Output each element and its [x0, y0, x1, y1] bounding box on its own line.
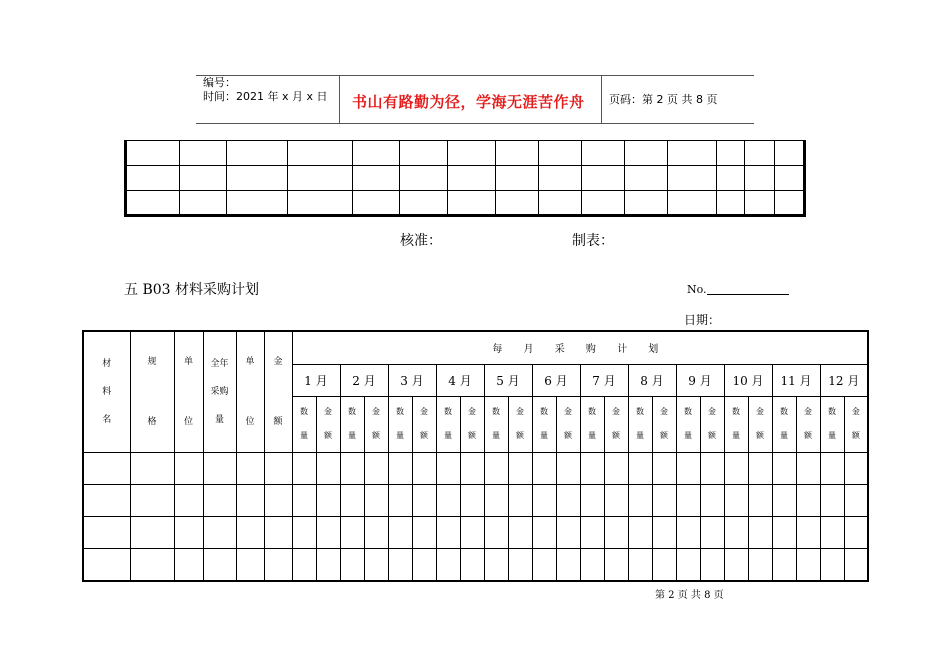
table-cell[interactable] [292, 453, 316, 485]
table-cell[interactable] [460, 485, 484, 517]
table-cell[interactable] [484, 485, 508, 517]
amount-subheader: 金 额 [796, 396, 820, 452]
month-header: 9 月 [676, 364, 724, 396]
quantity-subheader: 数 量 [628, 396, 652, 452]
header-page-label: 页码：第 2 页 共 8 页 [609, 93, 718, 106]
table-cell[interactable] [412, 549, 436, 581]
table-cell[interactable] [436, 485, 460, 517]
table-cell [126, 141, 180, 166]
table-cell [287, 166, 352, 191]
month-header: 5 月 [484, 364, 532, 396]
table-cell[interactable] [580, 549, 604, 581]
table-cell[interactable] [676, 517, 700, 549]
quantity-subheader: 数 量 [724, 396, 748, 452]
table-cell [495, 166, 538, 191]
table-cell[interactable] [652, 453, 676, 485]
header-spec: 规 格 [130, 331, 174, 453]
table-cell[interactable] [508, 549, 532, 581]
table-row [83, 485, 868, 517]
table-cell [400, 191, 448, 216]
table-cell[interactable] [724, 517, 748, 549]
table-cell[interactable] [532, 485, 556, 517]
table-cell[interactable] [364, 517, 388, 549]
table-cell[interactable] [264, 517, 292, 549]
table-cell[interactable] [604, 453, 628, 485]
table-cell[interactable] [83, 517, 130, 549]
table-cell[interactable] [436, 549, 460, 581]
table-cell[interactable] [460, 453, 484, 485]
table-cell[interactable] [844, 453, 868, 485]
table-cell[interactable] [508, 485, 532, 517]
table-cell [668, 166, 716, 191]
table-cell[interactable] [628, 517, 652, 549]
quantity-subheader: 数 量 [676, 396, 700, 452]
amount-subheader: 金 额 [748, 396, 772, 452]
table-cell[interactable] [556, 485, 580, 517]
table-cell [716, 141, 744, 166]
table-cell[interactable] [130, 485, 174, 517]
purchase-plan-table [82, 330, 869, 582]
table-cell[interactable] [628, 485, 652, 517]
table-cell [448, 141, 495, 166]
quantity-subheader: 数 量 [484, 396, 508, 452]
table-cell [744, 141, 774, 166]
quantity-subheader: 数 量 [292, 396, 316, 452]
table-cell [668, 191, 716, 216]
table-cell [495, 191, 538, 216]
table-cell[interactable] [460, 549, 484, 581]
table-cell[interactable] [580, 485, 604, 517]
table-cell[interactable] [388, 485, 412, 517]
table-row [83, 549, 868, 581]
header-amount: 金 额 [264, 331, 292, 453]
table-cell [227, 141, 287, 166]
table-cell [400, 166, 448, 191]
table-cell[interactable] [83, 485, 130, 517]
table-cell[interactable] [203, 453, 236, 485]
table-cell[interactable] [532, 453, 556, 485]
amount-subheader: 金 额 [844, 396, 868, 452]
table-cell[interactable] [316, 485, 340, 517]
table-cell[interactable] [844, 517, 868, 549]
table-cell[interactable] [364, 453, 388, 485]
table-cell[interactable] [652, 549, 676, 581]
month-header: 2 月 [340, 364, 388, 396]
table-cell[interactable] [796, 485, 820, 517]
table-cell[interactable] [264, 549, 292, 581]
table-cell[interactable] [130, 453, 174, 485]
table-cell[interactable] [748, 549, 772, 581]
table-cell[interactable] [174, 549, 203, 581]
quantity-subheader: 数 量 [772, 396, 796, 452]
amount-subheader: 金 额 [700, 396, 724, 452]
table-cell [126, 191, 180, 216]
table-cell[interactable] [340, 549, 364, 581]
table-cell [287, 141, 352, 166]
table-cell[interactable] [820, 517, 844, 549]
table-cell[interactable] [340, 485, 364, 517]
header-divider [339, 75, 340, 123]
table-cell [126, 166, 180, 191]
table-cell [495, 141, 538, 166]
table-cell[interactable] [484, 517, 508, 549]
table-cell[interactable] [316, 549, 340, 581]
quantity-subheader: 数 量 [532, 396, 556, 452]
quantity-subheader: 数 量 [580, 396, 604, 452]
table-cell [581, 166, 624, 191]
header-bottom-rule [196, 123, 754, 124]
table-cell [352, 166, 399, 191]
table-cell[interactable] [83, 549, 130, 581]
month-header: 4 月 [436, 364, 484, 396]
header-unit: 单 位 [174, 331, 203, 453]
header-motto: 书山有路勤为径，学海无涯苦作舟 [352, 93, 585, 111]
table-cell[interactable] [340, 453, 364, 485]
table-cell [538, 191, 581, 216]
table-cell[interactable] [772, 453, 796, 485]
table-cell[interactable] [604, 485, 628, 517]
amount-subheader: 金 额 [316, 396, 340, 452]
month-header: 3 月 [388, 364, 436, 396]
section-title: 五 B03 材料采购计划 [124, 282, 260, 298]
table-cell[interactable] [676, 453, 700, 485]
table-cell[interactable] [236, 453, 264, 485]
table-cell[interactable] [436, 453, 460, 485]
table-cell [180, 166, 227, 191]
table-cell[interactable] [264, 453, 292, 485]
table-cell[interactable] [364, 485, 388, 517]
table-cell [774, 191, 804, 216]
table-cell[interactable] [796, 517, 820, 549]
table-cell[interactable] [748, 485, 772, 517]
table-cell[interactable] [292, 485, 316, 517]
table-cell[interactable] [364, 549, 388, 581]
table-cell[interactable] [174, 485, 203, 517]
table-cell[interactable] [203, 517, 236, 549]
table-cell [352, 191, 399, 216]
table-cell[interactable] [724, 549, 748, 581]
table-cell[interactable] [388, 517, 412, 549]
table-cell[interactable] [460, 517, 484, 549]
table-cell[interactable] [236, 517, 264, 549]
table-cell[interactable] [236, 549, 264, 581]
table-cell [716, 191, 744, 216]
table-cell [538, 166, 581, 191]
table-cell [774, 166, 804, 191]
table-cell[interactable] [772, 485, 796, 517]
table-cell[interactable] [292, 517, 316, 549]
table-cell [625, 141, 668, 166]
month-header: 8 月 [628, 364, 676, 396]
table-cell[interactable] [820, 485, 844, 517]
quantity-subheader: 数 量 [340, 396, 364, 452]
table-cell[interactable] [580, 453, 604, 485]
table-cell[interactable] [820, 453, 844, 485]
table-cell[interactable] [748, 517, 772, 549]
date-label: 日期： [684, 313, 721, 327]
table-cell[interactable] [508, 517, 532, 549]
made-by-label: 制表： [572, 233, 614, 249]
amount-subheader: 金 额 [412, 396, 436, 452]
table-row [83, 517, 868, 549]
table-cell[interactable] [844, 549, 868, 581]
table-cell [625, 166, 668, 191]
header-unit-price: 单 位 [236, 331, 264, 453]
table-cell [227, 191, 287, 216]
table-cell[interactable] [412, 485, 436, 517]
table-cell[interactable] [412, 453, 436, 485]
table-cell[interactable] [508, 453, 532, 485]
table-cell[interactable] [340, 517, 364, 549]
serial-number-field[interactable] [707, 281, 789, 295]
table-cell [774, 141, 804, 166]
table-cell[interactable] [820, 549, 844, 581]
table-cell[interactable] [174, 453, 203, 485]
table-cell[interactable] [604, 517, 628, 549]
table-row [83, 453, 868, 485]
table-cell[interactable] [700, 549, 724, 581]
table-cell[interactable] [628, 549, 652, 581]
table-cell[interactable] [700, 485, 724, 517]
check-label: 核准： [400, 233, 442, 249]
table-cell[interactable] [676, 485, 700, 517]
table-cell[interactable] [724, 453, 748, 485]
quantity-subheader: 数 量 [820, 396, 844, 452]
table-cell [180, 141, 227, 166]
month-header: 11 月 [772, 364, 820, 396]
amount-subheader: 金 额 [508, 396, 532, 452]
table-cell[interactable] [292, 549, 316, 581]
document-number-label: 编号： [203, 76, 236, 89]
table-cell[interactable] [532, 549, 556, 581]
header-top-rule [196, 75, 754, 76]
table-cell [668, 141, 716, 166]
table-cell[interactable] [130, 517, 174, 549]
month-header: 7 月 [580, 364, 628, 396]
quantity-subheader: 数 量 [388, 396, 412, 452]
header-material-name: 材 料 名 [83, 331, 130, 453]
table-cell[interactable] [796, 549, 820, 581]
month-header: 6 月 [532, 364, 580, 396]
table-cell[interactable] [203, 549, 236, 581]
table-cell[interactable] [412, 517, 436, 549]
table-cell[interactable] [388, 549, 412, 581]
table-cell[interactable] [83, 453, 130, 485]
month-header: 10 月 [724, 364, 772, 396]
table-cell [227, 166, 287, 191]
table-cell[interactable] [316, 453, 340, 485]
table-cell[interactable] [484, 453, 508, 485]
table-cell [744, 191, 774, 216]
table-cell[interactable] [772, 549, 796, 581]
table-cell[interactable] [844, 485, 868, 517]
table-cell[interactable] [316, 517, 340, 549]
page-footer: 第 2 页 共 8 页 [655, 590, 724, 601]
quantity-subheader: 数 量 [436, 396, 460, 452]
table-cell[interactable] [580, 517, 604, 549]
table-cell [538, 141, 581, 166]
header-annual-qty: 全年 采购 量 [203, 331, 236, 453]
table-cell[interactable] [748, 453, 772, 485]
table-cell[interactable] [652, 517, 676, 549]
table-cell[interactable] [174, 517, 203, 549]
amount-subheader: 金 额 [556, 396, 580, 452]
table-cell[interactable] [628, 453, 652, 485]
table-cell[interactable] [772, 517, 796, 549]
table-cell[interactable] [676, 549, 700, 581]
amount-subheader: 金 额 [364, 396, 388, 452]
table-cell[interactable] [700, 453, 724, 485]
monthly-plan-header: 每 月 采 购 计 划 [292, 331, 868, 364]
table-cell[interactable] [652, 485, 676, 517]
month-header: 12 月 [820, 364, 868, 396]
table-cell[interactable] [130, 549, 174, 581]
amount-subheader: 金 额 [604, 396, 628, 452]
table-cell [581, 191, 624, 216]
table-cell[interactable] [532, 517, 556, 549]
table-cell [180, 191, 227, 216]
table-cell [287, 191, 352, 216]
table-cell [625, 191, 668, 216]
document-time-label: 时间：2021 年 x 月 x 日 [203, 90, 328, 103]
table-cell[interactable] [796, 453, 820, 485]
table-cell[interactable] [388, 453, 412, 485]
table-cell[interactable] [556, 517, 580, 549]
table-cell[interactable] [484, 549, 508, 581]
table-cell[interactable] [264, 485, 292, 517]
serial-number-label: No. [687, 283, 707, 296]
table-cell[interactable] [556, 453, 580, 485]
table-cell[interactable] [724, 485, 748, 517]
table-cell[interactable] [236, 485, 264, 517]
amount-subheader: 金 额 [652, 396, 676, 452]
table-cell[interactable] [436, 517, 460, 549]
table-cell[interactable] [700, 517, 724, 549]
table-cell[interactable] [203, 485, 236, 517]
table-cell [581, 141, 624, 166]
amount-subheader: 金 额 [460, 396, 484, 452]
table-cell [400, 141, 448, 166]
table-cell [352, 141, 399, 166]
table-cell[interactable] [604, 549, 628, 581]
continued-table [124, 140, 806, 217]
table-cell [744, 166, 774, 191]
month-header: 1 月 [292, 364, 340, 396]
table-cell[interactable] [556, 549, 580, 581]
table-cell [448, 191, 495, 216]
table-cell [448, 166, 495, 191]
table-cell [716, 166, 744, 191]
header-divider [601, 75, 602, 123]
